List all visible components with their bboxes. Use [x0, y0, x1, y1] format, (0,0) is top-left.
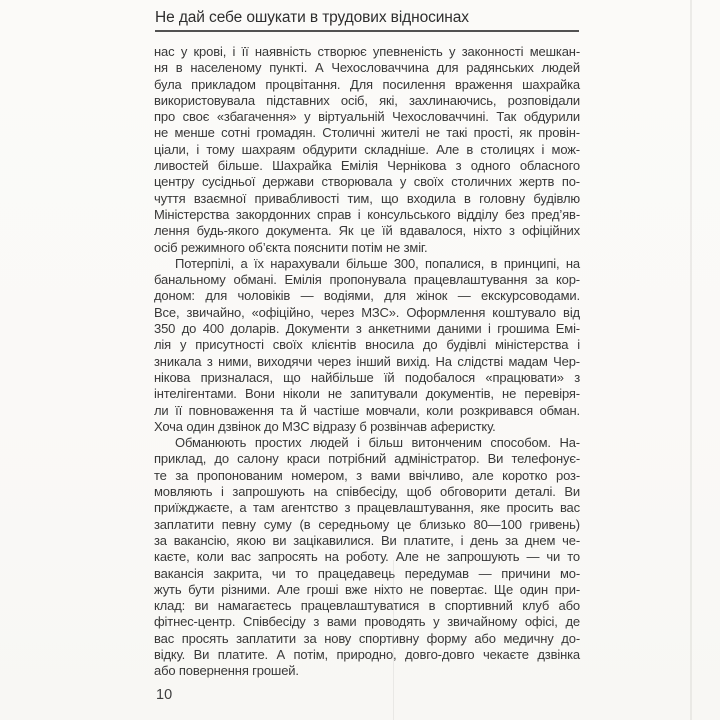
- text-line: вас просять заплатити за нову спортивну форму або медичну до-: [154, 630, 580, 646]
- text-line: те за пропонованим номером, з вами ввічливо, але коротко роз-: [154, 467, 580, 483]
- text-line: вакансія закрита, чи то працедавець передумав — причини мо-: [154, 565, 580, 581]
- page-body-text: [154, 44, 580, 680]
- text-line: Все, звичайно, «офіційно, через МЗС». Оформлення коштувало від: [154, 304, 580, 320]
- text-line: чуття взаємної привабливості тим, що входила в головну будівлю: [154, 190, 580, 206]
- text-line: про своє «збагачення» у віртуальній Чехословаччині. Так обдурили: [154, 109, 580, 125]
- text-line: каєте, коли вас запросять на роботу. Але не запрошують — чи то: [154, 549, 580, 565]
- scan-crease-artifact: [393, 560, 394, 720]
- text-line: фітнес-центр. Співбесіду з вами проводять у звичайному офісі, де: [154, 614, 580, 630]
- text-line: зникала з ними, виходячи через інший вихід. На слідстві мадам Чер-: [154, 353, 580, 369]
- text-line: лення будь-якого документа. Як це їй вдавалося, ніхто з офіційних: [154, 223, 580, 239]
- text-line: лія у присутності своїх клієнтів вносила до будівлі міністерства і: [154, 337, 580, 353]
- text-line: не менше сотні громадян. Столичні жителі не такі прості, як провін-: [154, 125, 580, 141]
- text-line: за вакансію, якою ви зацікавилися. Ви платите, і день за днем че-: [154, 532, 580, 548]
- running-header: [155, 9, 579, 27]
- paragraph-3: [154, 435, 580, 679]
- paragraph-2: [154, 256, 580, 435]
- text-line: нас у крові, і її наявність створює упевненість у законності мешкан-: [154, 44, 580, 59]
- text-line: осіб режимного об’єкта пояснити потім не зміг.: [154, 239, 428, 255]
- text-line: ливостей більше. Шахрайка Емілія Чернікова з одного обласного: [154, 158, 580, 174]
- text-line: приїжджаєте, а там агентство з працевлаштування, яке просить вас: [154, 500, 580, 516]
- text-line: центру сусідньої держави створювала у своїх столичних жертв по-: [154, 174, 580, 190]
- text-line: інтелігентами. Вони ніколи не запитували документів, не перевіря-: [154, 386, 580, 402]
- text-line: Міністерства закордонних справ і консульського відділу без пред’яв-: [154, 206, 580, 222]
- page-number: 10: [156, 687, 173, 703]
- text-line: заплатити певну суму (в середньому це близько 80—100 гривень): [154, 516, 580, 532]
- text-line: ціали, і тому шахраям обдурити складніше. Але в столицях і мож-: [154, 141, 580, 157]
- text-line: жуть бути різними. Але гроші вже ніхто не повертає. Ще один при-: [154, 581, 580, 597]
- text-line: мовляють і запрошують на співбесіду, щоб обговорити деталі. Ви: [154, 484, 580, 500]
- scan-crease-artifact: [690, 0, 692, 720]
- text-line: Потерпілі, а їх нарахували більше 300, попалися, в принципі, на: [175, 255, 580, 271]
- text-line: клад: ви намагаєтесь працевлаштуватися в спортивний клуб або: [154, 598, 580, 614]
- text-line: Обманюють простих людей і більш витонченим способом. На-: [175, 435, 580, 451]
- header-rule: [155, 30, 579, 32]
- text-line: нікова призналася, що найбільше їй подобалося «працювати» з: [154, 369, 580, 385]
- paragraph-1: [154, 44, 580, 256]
- text-line: використовувала підставних осіб, які, захлинаючись, розповідали: [154, 92, 580, 108]
- text-line: доном: для чоловіків — водіями, для жінок — екскурсоводами.: [154, 288, 580, 304]
- text-line: відку. Ви платите. А потім, природно, довго-довго чекаєте дзвінка: [154, 646, 580, 662]
- running-header-title: Не дай себе ошукати в трудових відносинах: [155, 9, 469, 26]
- text-line: приклад, до салону краси потрібний адміністратор. Ви телефонує-: [154, 451, 580, 467]
- text-line: банальному обмані. Емілія пропонувала працевлаштування за кор-: [154, 272, 580, 288]
- text-line: 350 до 400 доларів. Документи з анкетними даними і грошима Емі-: [154, 321, 580, 337]
- text-line: ня в населеному пункті. А Чехословаччина для радянських людей: [154, 60, 580, 76]
- text-line: ли її повноваження та й частіше мовчали, коли розкривався обман.: [154, 402, 580, 418]
- text-line: Хоча один дзвінок до МЗС відразу б розвінчав аферистку.: [154, 418, 496, 434]
- text-line: або повернення грошей.: [154, 663, 299, 679]
- text-line: була прикладом процвітання. Для посилення враження шахрайка: [154, 76, 580, 92]
